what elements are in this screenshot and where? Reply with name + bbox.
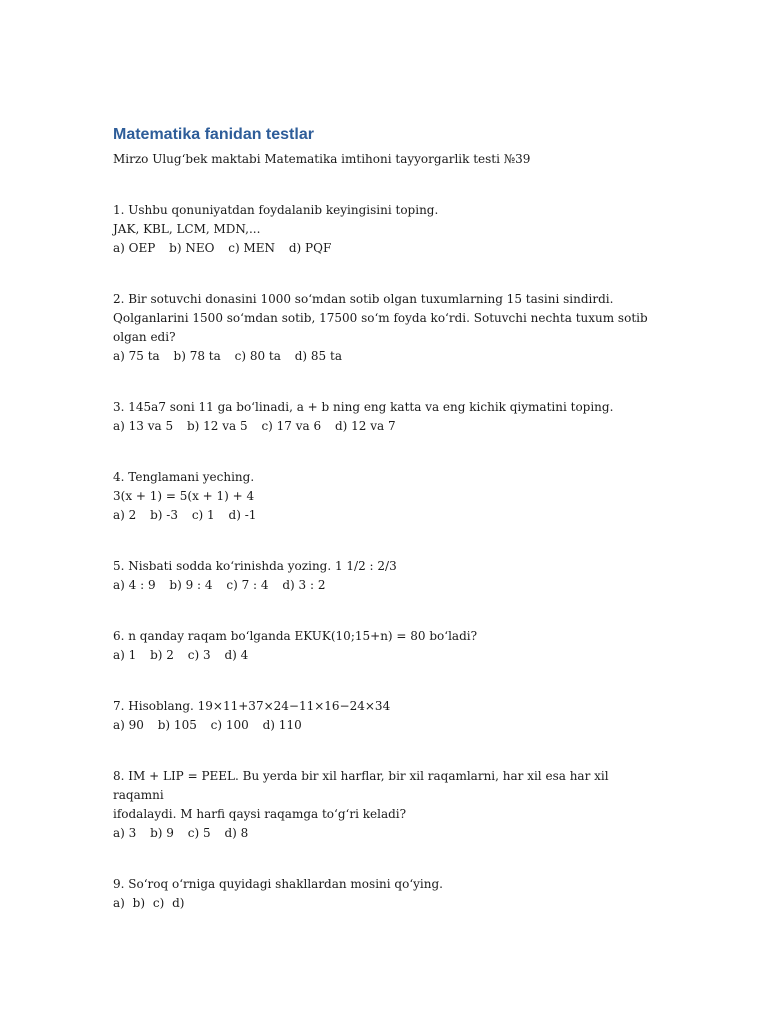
question-text: 7. Hisoblang. 19×11+37×24−11×16−24×34 (113, 699, 391, 713)
answer-option: d) 4 (224, 648, 249, 662)
answer-option: a) 2 (113, 508, 137, 522)
page-subtitle: Mirzo Ulug‘bek maktabi Matematika imtihoni tayyorgarlik testi №39 (113, 152, 531, 166)
question-8 (113, 767, 653, 843)
answer-option: c) (152, 896, 165, 910)
question-6 (113, 627, 653, 665)
answer-options (113, 506, 653, 525)
answer-option: d) -1 (228, 508, 257, 522)
question-5 (113, 557, 653, 595)
answer-option: a) 4 : 9 (113, 578, 156, 592)
answer-option: b) 9 (150, 826, 174, 840)
answer-options (113, 239, 653, 258)
question-text: 5. Nisbati sodda ko‘rinishda yozing. 1 1/2 : 2/3 (113, 559, 397, 573)
answer-option: d) 3 : 2 (282, 578, 326, 592)
answer-option: a) 3 (113, 826, 137, 840)
answer-option: c) MEN (228, 241, 276, 255)
answer-option: d) PQF (288, 241, 332, 255)
document-content (113, 124, 653, 913)
answer-options (113, 894, 653, 913)
answer-option: a) OEP (113, 241, 156, 255)
question-2 (113, 290, 653, 366)
answer-option: d) 12 va 7 (334, 419, 396, 433)
answer-options (113, 576, 653, 595)
answer-option: a) 13 va 5 (113, 419, 174, 433)
question-7 (113, 697, 653, 735)
answer-option: d) 110 (262, 718, 302, 732)
answer-option: d) 85 ta (294, 349, 342, 363)
answer-options (113, 347, 653, 366)
answer-option: b) NEO (169, 241, 215, 255)
answer-option: b) 78 ta (173, 349, 221, 363)
answer-option: b) 9 : 4 (169, 578, 213, 592)
answer-options (113, 824, 653, 843)
answer-option: c) 7 : 4 (226, 578, 269, 592)
answer-option: c) 5 (187, 826, 211, 840)
question-text: 9. So‘roq o‘rniga quyidagi shakllardan mosini qo‘ying. (113, 877, 443, 891)
answer-option: c) 80 ta (234, 349, 281, 363)
answer-option: c) 100 (210, 718, 249, 732)
answer-option: a) 1 (113, 648, 137, 662)
answer-option: c) 1 (191, 508, 215, 522)
answer-option: b) 12 va 5 (186, 419, 248, 433)
answer-options (113, 646, 653, 665)
answer-option: d) (172, 896, 185, 910)
question-text: 8. IM + LIP = PEEL. Bu yerda bir xil harflar, bir xil raqamlarni, har xil esa har xil raqamni (113, 769, 609, 802)
question-text: 1. Ushbu qonuniyatdan foydalanib keyingisini toping. (113, 203, 439, 217)
question-text: 6. n qanday raqam bo‘lganda EKUK(10;15+n) = 80 bo‘ladi? (113, 629, 478, 643)
answer-option: b) 105 (157, 718, 197, 732)
answer-option: a) (113, 896, 125, 910)
question-text: olgan edi? (113, 330, 176, 344)
question-text: 2. Bir sotuvchi donasini 1000 so‘mdan sotib olgan tuxumlarning 15 tasini sindirdi. (113, 292, 614, 306)
answer-option: b) -3 (150, 508, 178, 522)
question-3 (113, 398, 653, 436)
answer-option: b) 2 (150, 648, 174, 662)
question-text: Qolganlarini 1500 so‘mdan sotib, 17500 so‘m foyda ko‘rdi. Sotuvchi nechta tuxum sotib (113, 311, 648, 325)
answer-option: c) 17 va 6 (261, 419, 322, 433)
answer-options (113, 417, 653, 436)
question-text: ifodalaydi. M harfi qaysi raqamga to‘g‘ri keladi? (113, 807, 407, 821)
answer-option: c) 3 (187, 648, 211, 662)
answer-option: a) 90 (113, 718, 144, 732)
question-4 (113, 468, 653, 525)
question-text: 3. 145a7 soni 11 ga bo‘linadi, a + b ning eng katta va eng kichik qiymatini toping. (113, 400, 614, 414)
answer-options (113, 716, 653, 735)
question-9 (113, 875, 653, 913)
answer-option: b) (132, 896, 146, 910)
question-text: 3(x + 1) = 5(x + 1) + 4 (113, 489, 255, 503)
question-1 (113, 201, 653, 258)
page-title: Matematika fanidan testlar (113, 126, 314, 143)
question-text: 4. Tenglamani yeching. (113, 470, 255, 484)
answer-option: a) 75 ta (113, 349, 160, 363)
answer-option: d) 8 (224, 826, 249, 840)
question-text: JAK, KBL, LCM, MDN,... (113, 222, 261, 236)
